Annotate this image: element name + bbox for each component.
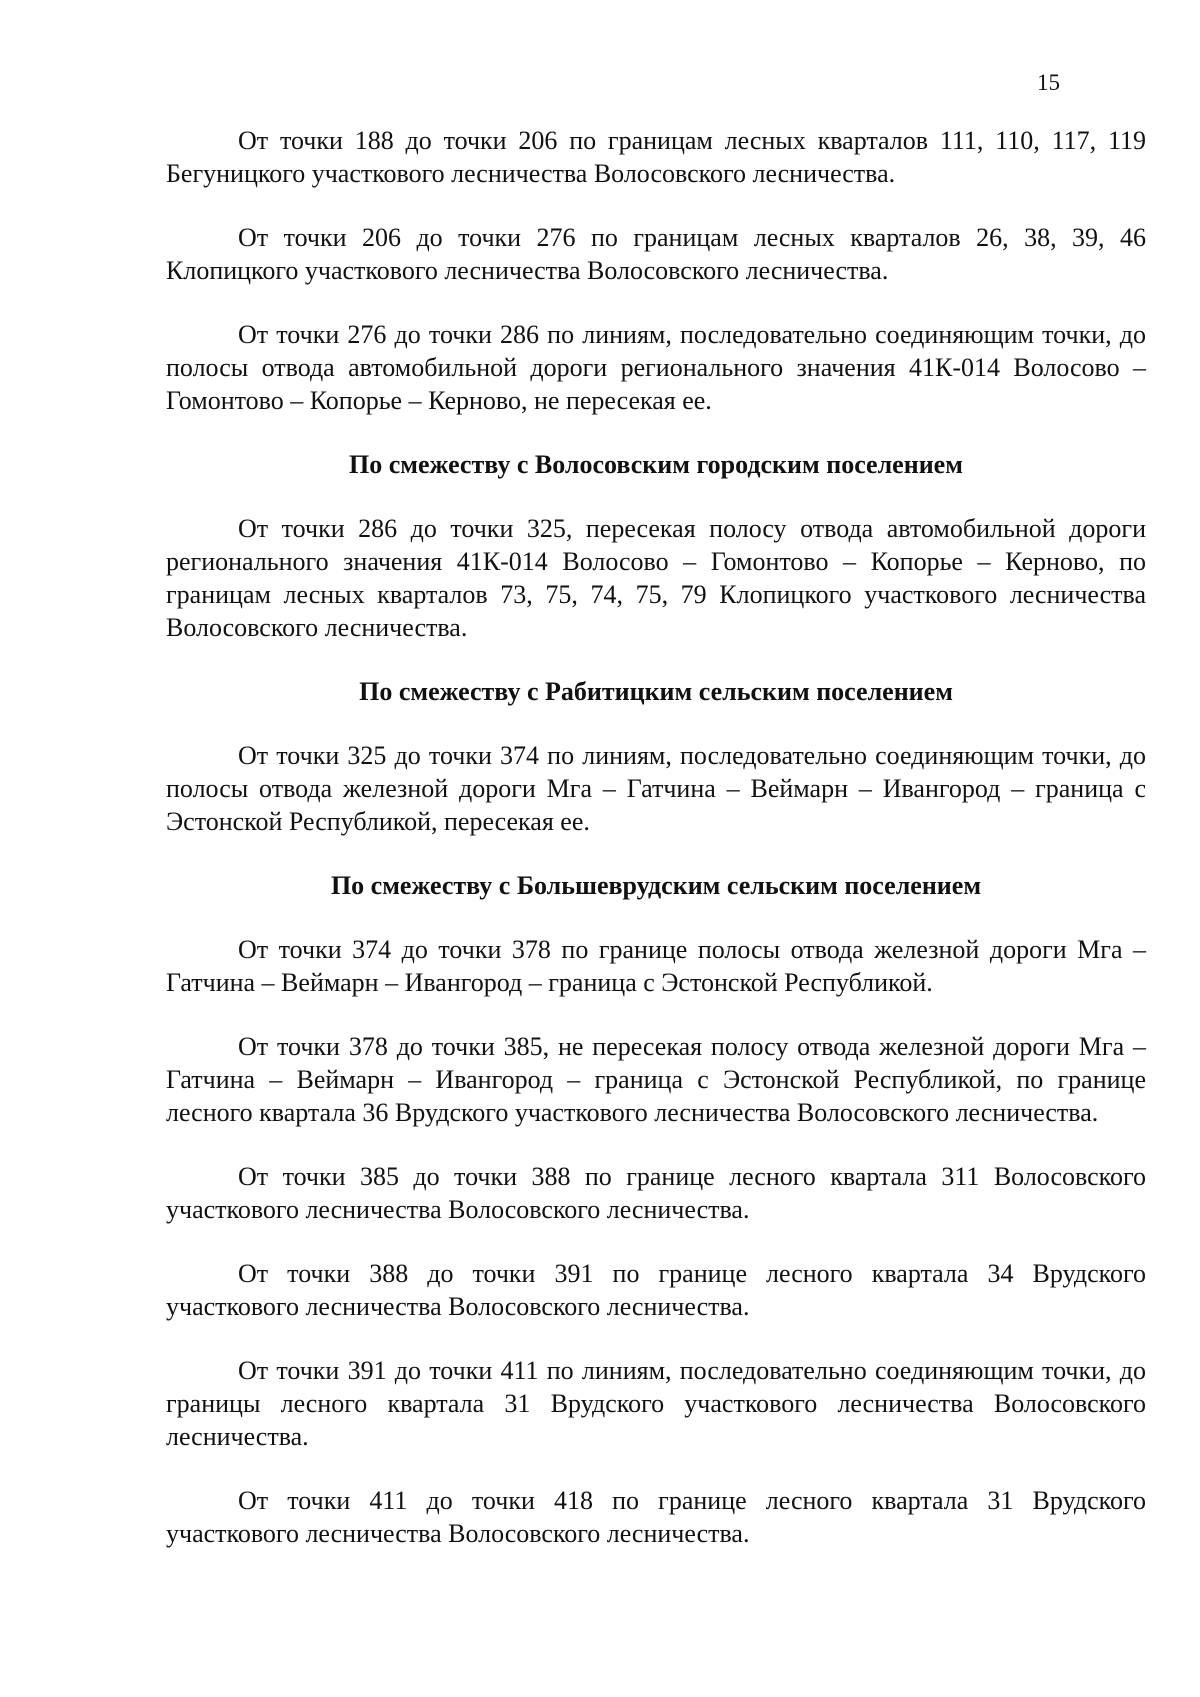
section-heading: По смежеству с Большеврудским сельским поселением	[330, 871, 982, 900]
document-body	[166, 124, 1146, 1581]
paragraph: От точки 286 до точки 325, пересекая полосу отвода автомобильной дороги регионального значения 41К-014 Волосово – Гомонтово – Копорье – Керново, по границам лесных кварталов 73, 75, 74, 75, 79 Клопицкого участкового лесничества Волосовского лесничества.	[166, 514, 1146, 642]
page-number: 15	[1037, 70, 1060, 95]
paragraph: От точки 388 до точки 391 по границе лесного квартала 34 Врудского участкового лесничества Волосовского лесничества.	[166, 1259, 1146, 1321]
paragraph: От точки 325 до точки 374 по линиям, последовательно соединяющим точки, до полосы отвода железной дороги Мга – Гатчина – Веймарн – Ивангород – граница с Эстонской Республикой, пересекая ее.	[166, 741, 1146, 836]
paragraph: От точки 411 до точки 418 по границе лесного квартала 31 Врудского участкового лесничества Волосовского лесничества.	[166, 1486, 1146, 1548]
paragraph: От точки 385 до точки 388 по границе лесного квартала 311 Волосовского участкового лесничества Волосовского лесничества.	[166, 1162, 1146, 1224]
paragraph: От точки 276 до точки 286 по линиям, последовательно соединяющим точки, до полосы отвода автомобильной дороги регионального значения 41К-014 Волосово – Гомонтово – Копорье – Керново, не пересекая ее.	[166, 320, 1146, 415]
paragraph: От точки 374 до точки 378 по границе полосы отвода железной дороги Мга – Гатчина – Веймарн – Ивангород – граница с Эстонской Республикой.	[166, 935, 1146, 997]
section-heading: По смежеству с Рабитицким сельским поселением	[359, 677, 953, 706]
section-heading: По смежеству с Волосовским городским поселением	[349, 450, 963, 479]
paragraph: От точки 188 до точки 206 по границам лесных кварталов 111, 110, 117, 119 Бегуницкого участкового лесничества Волосовского лесничества.	[166, 126, 1146, 188]
paragraph: От точки 378 до точки 385, не пересекая полосу отвода железной дороги Мга – Гатчина – Веймарн – Ивангород – граница с Эстонской Республикой, по границе лесного квартала 36 Врудского участкового лесничества Волосовского лесничества.	[166, 1032, 1146, 1127]
paragraph: От точки 391 до точки 411 по линиям, последовательно соединяющим точки, до границы лесного квартала 31 Врудского участкового лесничества Волосовского лесничества.	[166, 1356, 1146, 1451]
paragraph: От точки 206 до точки 276 по границам лесных кварталов 26, 38, 39, 46 Клопицкого участкового лесничества Волосовского лесничества.	[166, 223, 1146, 285]
